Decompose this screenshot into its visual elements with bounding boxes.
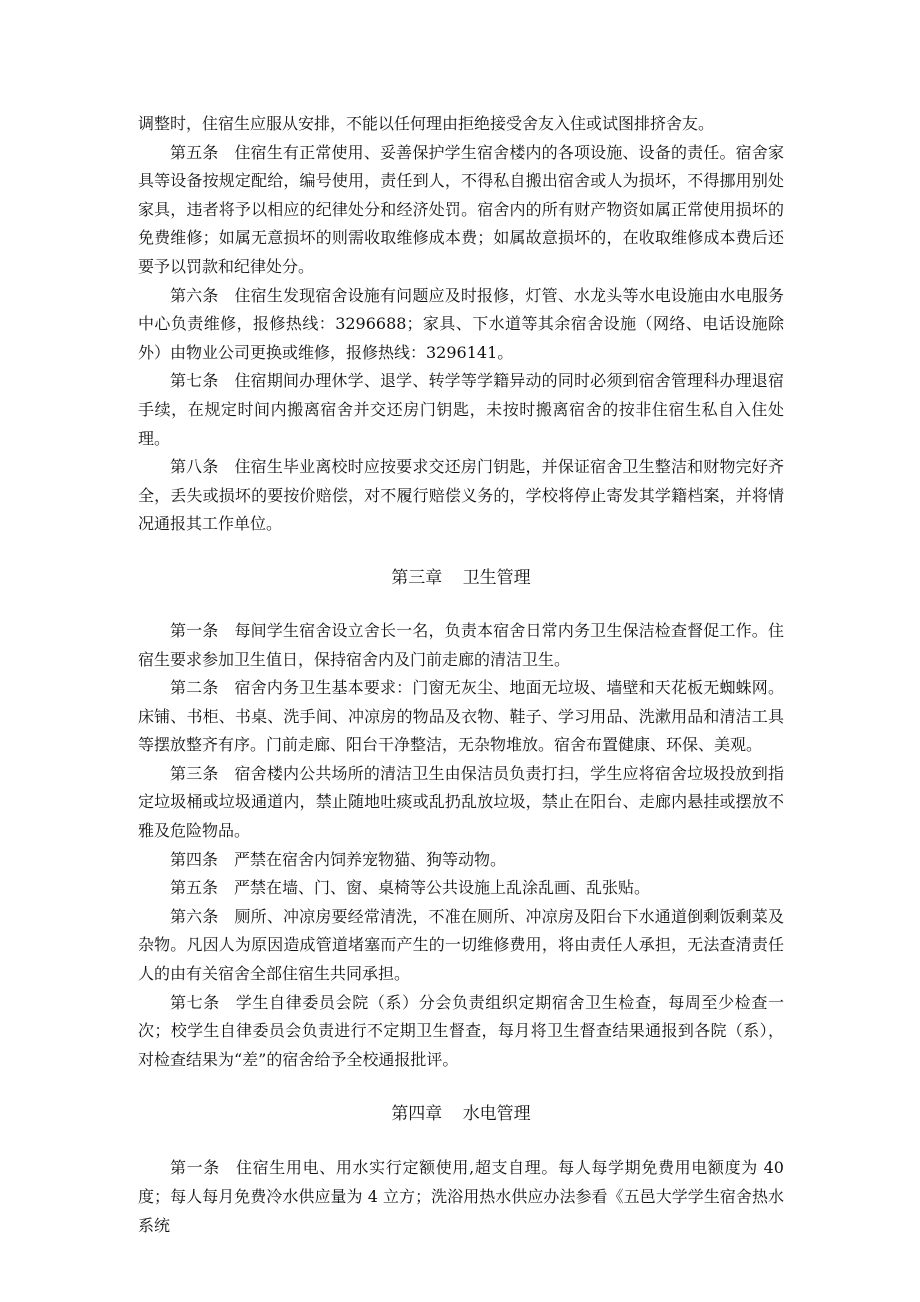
chapter-heading xyxy=(138,564,784,592)
article-paragraph xyxy=(138,367,784,453)
article-number: 第四条 xyxy=(170,849,219,869)
chapter-heading xyxy=(138,1100,784,1128)
article-number: 第七条 xyxy=(170,992,220,1012)
article-text: 严禁在宿舍内饲养宠物猫、狗等动物。 xyxy=(234,849,507,869)
article-text: 宿舍内务卫生基本要求：门窗无灰尘、地面无垃圾、墙壁和天花板无蜘蛛网。床铺、书柜、书桌、洗手间、冲凉房的物品及衣物、鞋子、学习用品、洗漱用品和清洁工具等摆放整齐有序。门前走廊、阳台干净整洁，无杂物堆放。宿舍布置健康、环保、美观。 xyxy=(138,678,784,755)
article-paragraph xyxy=(138,846,784,875)
article-text: 宿舍楼内公共场所的清洁卫生由保洁员负责打扫，学生应将宿舍垃圾投放到指定垃圾桶或垃圾通道内，禁止随地吐痰或乱扔乱放垃圾，禁止在阳台、走廊内悬挂或摆放不雅及危险物品。 xyxy=(138,763,784,841)
chapter-2-articles xyxy=(138,139,784,539)
chapter-number: 第四章 xyxy=(391,1104,443,1125)
article-text: 厕所、冲凉房要经常清洗，不准在厕所、冲凉房及阳台下水通道倒剩饭剩菜及杂物。凡因人为原因造成管道堵塞而产生的一切维修费用，将由责任人承担，无法查清责任人的由有关宿舍全部住宿生共同承担。 xyxy=(138,906,784,984)
article-number: 第八条 xyxy=(170,457,219,477)
chapter-title: 卫生管理 xyxy=(462,567,531,588)
article-paragraph xyxy=(138,453,784,539)
article-text: 严禁在墙、门、窗、桌椅等公共设施上乱涂乱画、乱张贴。 xyxy=(234,878,651,898)
article-number: 第五条 xyxy=(170,878,219,898)
document-page xyxy=(138,110,784,1240)
article-text: 住宿生毕业离校时应按要求交还房门钥匙，并保证宿舍卫生整洁和财物完好齐全，丢失或损坏的要按价赔偿，对不履行赔偿义务的，学校将停止寄发其学籍档案，并将情况通报其工作单位。 xyxy=(138,457,784,534)
article-paragraph xyxy=(138,282,784,368)
article-number: 第一条 xyxy=(170,1158,220,1178)
article-paragraph xyxy=(138,1154,784,1240)
article-number: 第三条 xyxy=(170,763,219,783)
chapter-3-articles xyxy=(138,617,784,1075)
article-paragraph xyxy=(138,874,784,903)
article-number: 第五条 xyxy=(170,142,219,162)
article-text: 住宿生有正常使用、妥善保护学生宿舍楼内的各项设施、设备的责任。宿舍家具等设备按规定配给，编号使用，责任到人，不得私自搬出宿舍或人为损坏，不得挪用别处家具，违者将予以相应的纪律处分和经济处罚。宿舍内的所有财产物资如属正常使用损坏的免费维修；如属无意损坏的则需收取维修成本费；如属故意损坏的，在收取维修成本费后还要予以罚款和纪律处分。 xyxy=(138,142,784,276)
article-paragraph xyxy=(138,674,784,760)
article-text: 每间学生宿舍设立舍长一名，负责本宿舍日常内务卫生保洁检查督促工作。住宿生要求参加卫生值日，保持宿舍内及门前走廊的清洁卫生。 xyxy=(138,620,784,669)
chapter-number: 第三章 xyxy=(391,567,443,588)
chapter-4-articles xyxy=(138,1154,784,1240)
article-paragraph xyxy=(138,989,784,1075)
article-text: 学生自律委员会院（系）分会负责组织定期宿舍卫生检查，每周至少检查一次；校学生自律委员会负责进行不定期卫生督查，每月将卫生督查结果通报到各院（系），对检查结果为“差”的宿舍给予全校通报批评。 xyxy=(138,992,784,1069)
article-text: 住宿生发现宿舍设施有问题应及时报修，灯管、水龙头等水电设施由水电服务中心负责维修，报修热线：3296688；家具、下水道等其余宿舍设施（网络、电话设施除外）由物业公司更换或维修，报修热线：3296141。 xyxy=(138,285,784,362)
article-paragraph xyxy=(138,617,784,674)
article-text: 住宿生用电、用水实行定额使用,超支自理。每人每学期免费用电额度为 40 度；每人每月免费冷水供应量为 4 立方；洗浴用热水供应办法参看《五邑大学学生宿舍热水系统 xyxy=(138,1158,784,1235)
article-paragraph xyxy=(138,760,784,846)
article-number: 第六条 xyxy=(170,285,219,305)
continued-paragraph: 调整时，住宿生应服从安排，不能以任何理由拒绝接受舍友入住或试图排挤舍友。 xyxy=(138,114,715,133)
article-paragraph xyxy=(138,139,784,282)
article-text: 住宿期间办理休学、退学、转学等学籍异动的同时必须到宿舍管理科办理退宿手续，在规定时间内搬离宿舍并交还房门钥匙，未按时搬离宿舍的按非住宿生私自入住处理。 xyxy=(138,371,784,448)
article-paragraph xyxy=(138,903,784,989)
article-number: 第六条 xyxy=(170,906,219,926)
article-number: 第二条 xyxy=(170,678,219,698)
chapter-title: 水电管理 xyxy=(462,1104,531,1125)
article-number: 第一条 xyxy=(170,620,219,640)
article-number: 第七条 xyxy=(170,371,219,391)
